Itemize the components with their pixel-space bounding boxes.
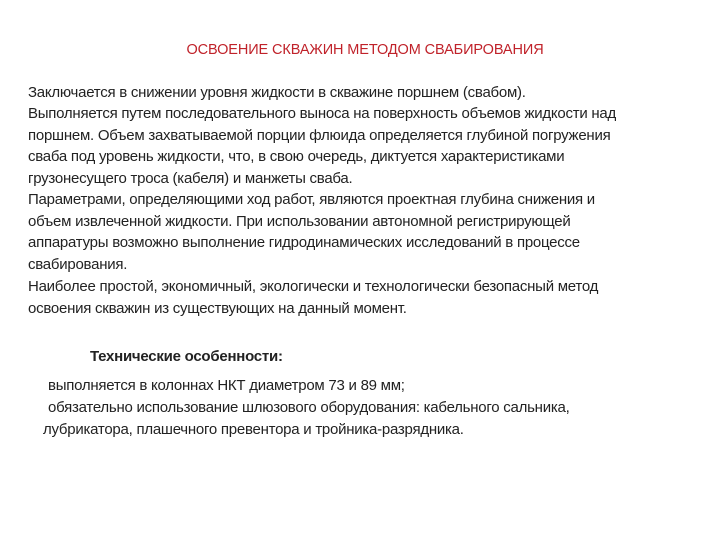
body-line: объем извлеченной жидкости. При использовании автономной регистрирующей <box>28 213 571 230</box>
feature-line: выполняется в колоннах НКТ диаметром 73 и 89 мм; <box>48 377 405 394</box>
body-line: свабирования. <box>28 256 128 273</box>
body-line: сваба под уровень жидкости, что, в свою очередь, диктуется характеристиками <box>28 148 565 165</box>
features-heading: Технические особенности: <box>90 348 283 365</box>
body-line: Наиболее простой, экономичный, экологически и технологически безопасный метод <box>28 278 599 295</box>
body-line: Заключается в снижении уровня жидкости в скважине поршнем (свабом). <box>28 84 526 101</box>
body-line: Параметрами, определяющими ход работ, являются проектная глубина снижения и <box>28 191 595 208</box>
body-line: поршнем. Объем захватываемой порции флюида определяется глубиной погружения <box>28 127 611 144</box>
slide-title: ОСВОЕНИЕ СКВАЖИН МЕТОДОМ СВАБИРОВАНИЯ <box>186 42 544 58</box>
feature-line: обязательно использование шлюзового оборудования: кабельного сальника, <box>48 399 570 416</box>
body-line: освоения скважин из существующих на данный момент. <box>28 300 407 317</box>
body-line: аппаратуры возможно выполнение гидродинамических исследований в процессе <box>28 234 580 251</box>
body-line: грузонесущего троса (кабеля) и манжеты сваба. <box>28 170 353 187</box>
body-line: Выполняется путем последовательного выноса на поверхность объемов жидкости над <box>28 105 617 122</box>
feature-line: лубрикатора, плашечного превентора и тройника-разрядника. <box>43 421 464 438</box>
